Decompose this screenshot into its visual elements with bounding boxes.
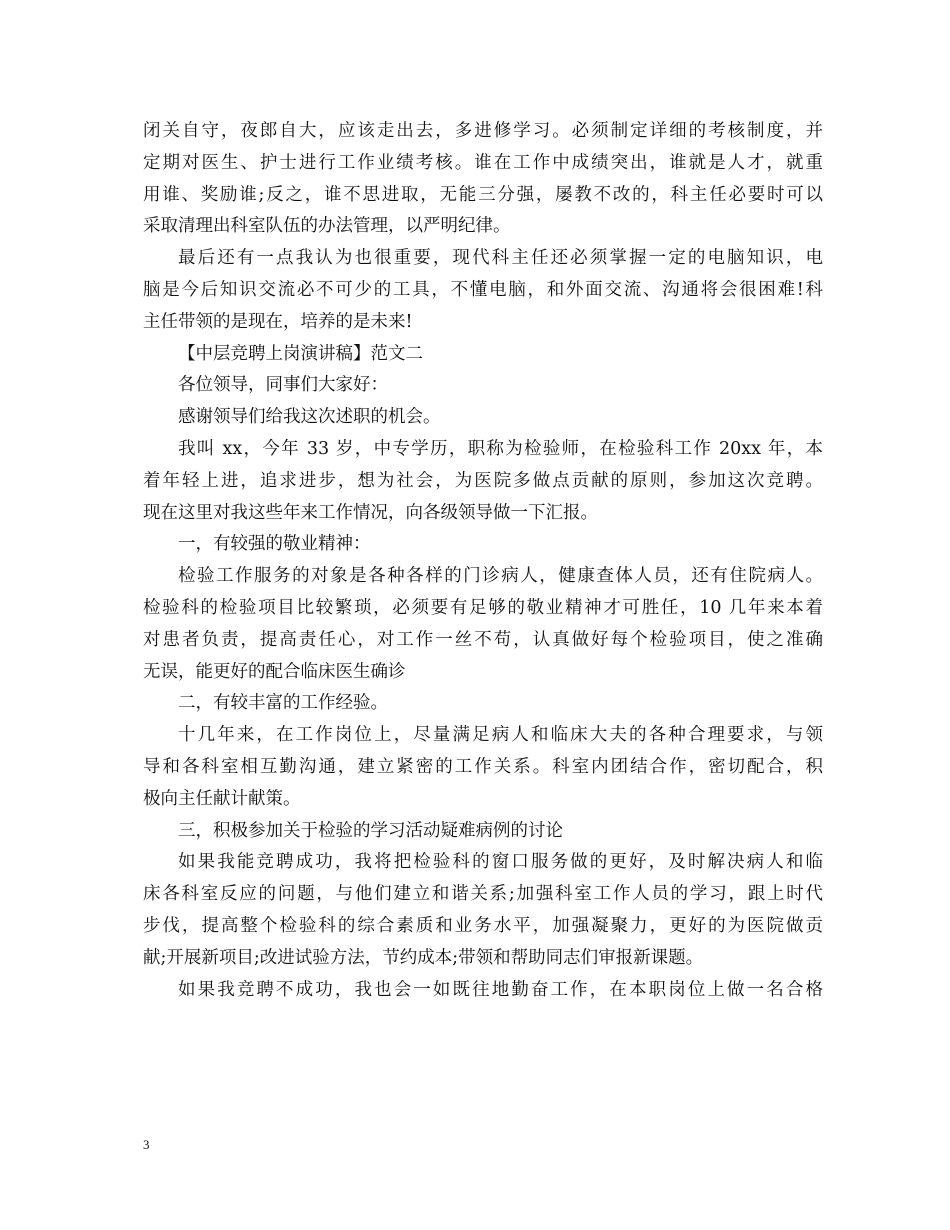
text-line: 脑是今后知识交流必不可少的工具，不懂电脑，和外面交流、沟通将会很困难!科 [143,279,823,300]
text-line: 献;开展新项目;改进试验方法，节约成本;带领和帮助同志们审报新课题。 [143,947,704,968]
text-line: 对患者负责，提高责任心，对工作一丝不苟，认真做好每个检验项目，使之准确 [143,629,823,650]
text-line: 定期对医生、护士进行工作业绩考核。谁在工作中成绩突出，谁就是人才，就重 [143,152,823,173]
text-line: 导和各科室相互勤沟通，建立紧密的工作关系。科室内团结合作，密切配合，积 [143,756,823,777]
text-line: 无误，能更好的配合临床医生确诊 [143,661,406,682]
text-line: 我叫 xx，今年 33 岁，中专学历，职称为检验师，在检验科工作 20xx 年，本 [178,438,823,459]
text-line: 如果我能竞聘成功，我将把检验科的窗口服务做的更好，及时解决病人和临 [178,852,823,873]
document-body [143,116,823,1006]
text-line: 用谁、奖励谁;反之，谁不思进取，无能三分强，屡教不改的，科主任必要时可以 [143,184,823,205]
text-line: 一，有较强的敬业精神： [178,534,371,555]
text-line: 检验工作服务的对象是各种各样的门诊病人，健康查体人员，还有住院病人。 [178,566,823,587]
text-line: 现在这里对我这些年来工作情况，向各级领导做一下汇报。 [143,502,598,523]
text-line: 着年轻上进，追求进步，想为社会，为医院多做点贡献的原则，参加这次竞聘。 [143,470,823,491]
text-line: 二，有较丰富的工作经验。 [178,693,388,714]
text-line: 极向主任献计献策。 [143,788,301,809]
text-line: 床各科室反应的问题，与他们建立和谐关系;加强科室工作人员的学习，跟上时代 [143,884,823,905]
text-line: 三，积极参加关于检验的学习活动疑难病例的讨论 [178,820,563,841]
text-line: 采取清理出科室队伍的办法管理，以严明纪律。 [143,216,511,237]
text-line: 步伐，提高整个检验科的综合素质和业务水平，加强凝聚力，更好的为医院做贡 [143,915,823,936]
text-line: 检验科的检验项目比较繁琐，必须要有足够的敬业精神才可胜任，10 几年来本着 [143,597,823,618]
text-line: 感谢领导们给我这次述职的机会。 [178,407,441,428]
page-number: 3 [143,1137,150,1152]
text-line: 主任带领的是现在，培养的是未来! [143,311,413,332]
text-line: 最后还有一点我认为也很重要，现代科主任还必须掌握一定的电脑知识，电 [178,248,823,269]
text-line: 十几年来，在工作岗位上，尽量满足病人和临床大夫的各种合理要求，与领 [178,725,823,746]
text-line: 【中层竞聘上岗演讲稿】范文二 [178,343,423,364]
text-line: 各位领导，同事们大家好： [178,375,388,396]
text-line: 如果我竞聘不成功，我也会一如既往地勤奋工作，在本职岗位上做一名合格 [178,979,823,1000]
text-line: 闭关自守，夜郎自大，应该走出去，多进修学习。必须制定详细的考核制度，并 [143,121,823,141]
